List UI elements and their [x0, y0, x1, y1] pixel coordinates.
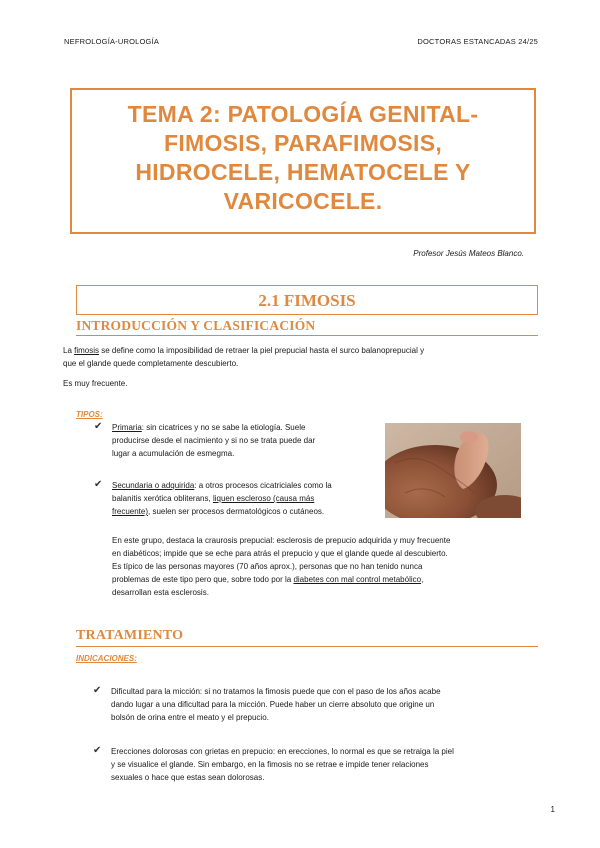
craurosis-line4a: problemas de este tipo pero que, sobre todo por la [112, 575, 294, 584]
primaria-line3: lugar a acumulación de esmegma. [112, 449, 235, 458]
term-fimosis: fimosis [74, 346, 100, 355]
section-title-box [76, 285, 538, 315]
intro-text-a: La [63, 346, 75, 355]
intro-heading: INTRODUCCIÓN Y CLASIFICACIÓN [76, 318, 316, 333]
craurosis-line5: desarrollan esta esclerosis. [112, 588, 209, 597]
indicacion-miccion [111, 685, 525, 724]
tipos-label: TIPOS: [76, 410, 103, 419]
secundaria-line3b: , suelen ser procesos dermatológicos o cutáneos. [148, 507, 325, 516]
title-line-3: HIDROCELE, HEMATOCELE Y [135, 159, 471, 185]
craurosis-paragraph [112, 534, 542, 599]
craurosis-line3: Es típico de las personas mayores (70 años aprox.), personas que no han tenido nunca [112, 562, 423, 571]
erecciones-line1: Erecciones dolorosas con grietas en prepucio: en erecciones, lo normal es que se retraiga la piel [111, 747, 454, 756]
intro-frequency: Es muy frecuente. [63, 379, 128, 388]
tratamiento-heading: TRATAMIENTO [76, 628, 184, 643]
title-line-4: VARICOCELE. [223, 188, 383, 214]
title-line-1: TEMA 2: PATOLOGÍA GENITAL- [127, 101, 479, 127]
tratamiento-rule [76, 646, 538, 647]
intro-text-b: se define como la imposibilidad de retraer la piel prepucial hasta el surco balanoprepucial y [99, 346, 425, 355]
clinical-photo-image [385, 423, 521, 518]
header-left: NEFROLOGÍA-UROLOGÍA [64, 37, 160, 46]
clinical-photo [385, 423, 521, 518]
term-primaria: Primaria [112, 423, 142, 432]
intro-rule [76, 335, 538, 336]
primaria-line2: producirse desde el nacimiento y si no se trata puede dar [112, 436, 316, 445]
term-secundaria: Secundaria o adquirida [112, 481, 195, 490]
miccion-line3: bolsón de orina entre el meato y el prepucio. [111, 713, 269, 722]
section-title: 2.1 FIMOSIS [258, 291, 356, 310]
professor-credit: Profesor Jesús Mateos Blanco. [413, 249, 524, 258]
page-number: 1 [550, 805, 555, 814]
check-icon: ✔ [93, 745, 102, 756]
craurosis-line2: en diabéticos; impide que se eche para atrás el prepucio y que el glande quede al descubierto. [112, 549, 448, 558]
check-icon: ✔ [94, 421, 103, 432]
miccion-line2: dando lugar a una dificultad para la micción. Puede haber un cierre absoluto que origine un [111, 700, 435, 709]
miccion-line1: Dificultad para la micción: si no tratamos la fimosis puede que con el paso de los años acabe [111, 687, 441, 696]
craurosis-line4c: , [421, 575, 424, 584]
erecciones-line3: sexuales o hace que estas sean dolorosas. [111, 773, 265, 782]
term-diabetes: diabetes con mal control metabólico [293, 575, 422, 584]
term-frecuente: frecuente) [112, 507, 149, 516]
primaria-line1: : sin cicatrices y no se sabe la etiología. Suele [141, 423, 306, 432]
title-line-2: FIMOSIS, PARAFIMOSIS, [163, 130, 443, 156]
secundaria-line2a: balanitis xerótica obliterans, [112, 494, 213, 503]
secundaria-line1: : a otros procesos cicatriciales como la [194, 481, 332, 490]
indicaciones-label: INDICACIONES: [76, 654, 137, 663]
check-icon: ✔ [94, 479, 103, 490]
check-icon: ✔ [93, 685, 102, 696]
erecciones-line2: y se visualice el glande. Sin embargo, en la fimosis no se retrae e impide tener relaciones [111, 760, 429, 769]
term-liquen: liquen escleroso (causa más [212, 494, 315, 503]
craurosis-line1: En este grupo, destaca la craurosis prepucial: esclerosis de prepucio adquirida y muy frecuente [112, 536, 451, 545]
header-right: DOCTORAS ESTANCADAS 24/25 [417, 37, 538, 46]
title-box [70, 88, 536, 234]
indicacion-erecciones [111, 745, 525, 784]
tipo-primaria [112, 421, 376, 460]
intro-text-line2: que el glande quede completamente descubierto. [63, 359, 239, 368]
tipo-secundaria [112, 479, 376, 518]
intro-paragraph [63, 344, 543, 370]
